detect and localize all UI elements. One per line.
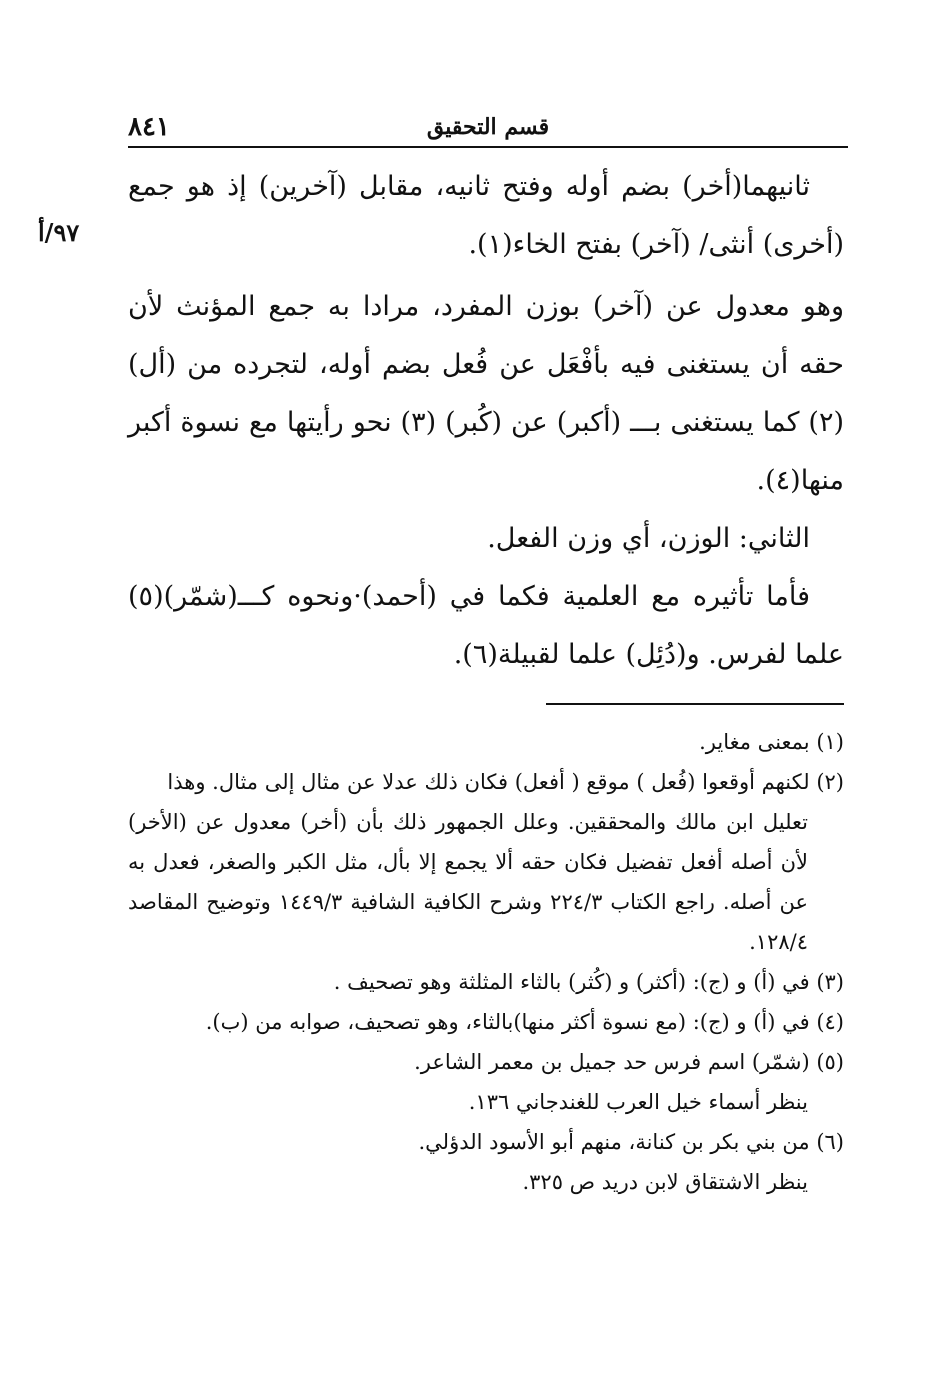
footnote-6: (٦) من بني بكر بن كنانة، منهم أبو الأسود الدؤلي. xyxy=(418,1130,844,1154)
margin-folio-note: ٩٧/أ xyxy=(38,218,80,247)
page-number: ٨٤١ xyxy=(128,112,170,142)
footnote-separator xyxy=(546,703,844,705)
footnote-2: (٢) لكنهم أوقعوا (فُعل ) موقع ( أفعل) فكان ذلك عدلا عن مثال إلى مثال. وهذا xyxy=(167,770,844,794)
page-header xyxy=(128,110,848,146)
footnote-5: (٥) (شمّر) اسم فرس حد جميل بن معمر الشاعر. xyxy=(414,1050,844,1074)
footnote-6-reference: ينظر الاشتقاق لابن دريد ص ٣٢٥. xyxy=(522,1170,808,1194)
running-title: قسم التحقيق xyxy=(426,114,550,140)
footnotes xyxy=(128,722,844,1202)
header-rule xyxy=(128,146,848,148)
paragraph-2: وهو معدول عن (آخر) بوزن المفرد، مرادا به جمع المؤنث لأن حقه أن يستغنى فيه بأفْعَل عن فُعل بضم أوله، لتجرده من (أل) (٢) كما يستغنى بـــ (أكبر) عن (كُبر) (٣) نحو رأيتها مع نسوة أكبر منها(٤). xyxy=(128,291,845,496)
footnote-5-reference: ينظر أسماء خيل العرب للغندجاني ١٣٦. xyxy=(468,1090,808,1114)
footnote-3: (٣) في (أ) و (ج): (أكثر) و (كُثر) بالثاء المثلثة وهو تصحيف . xyxy=(333,970,844,994)
footnote-1: (١) بمعنى مغاير. xyxy=(699,730,844,754)
paragraph-3: الثاني: الوزن، أي وزن الفعل. xyxy=(487,523,810,554)
paragraph-1: ثانيهما(أخر) بضم أوله وفتح ثانيه، مقابل (آخرين) إذ هو جمع (أخرى) أنثى/ (آخر) بفتح الخاء(١). xyxy=(128,171,844,260)
paragraph-4: فأما تأثيره مع العلمية فكما في (أحمد)·ونحوه كـــ(شمّر)(٥) علما لفرس. و(دُئِل) علما لقبيلة(٦). xyxy=(128,581,844,670)
footnote-4: (٤) في (أ) و (ج): (مع نسوة أكثر منها)بالثاء، وهو تصحيف، صوابه من (ب). xyxy=(205,1010,844,1034)
main-text xyxy=(128,158,844,684)
footnote-2-continuation: تعليل ابن مالك والمحققين. وعلل الجمهور ذلك بأن (أخر) معدول عن (الأخر) لأن أصله أفعل تفضيل فكان حقه ألا يجمع إلا بأل، مثل الكبر والصغر، فعدل به عن أصله. راجع الكتاب ٢٢٤/٣ وشرح الكافية الشافية ١٤٤٩/٣ وتوضيح المقاصد ١٢٨/٤. xyxy=(128,810,808,954)
